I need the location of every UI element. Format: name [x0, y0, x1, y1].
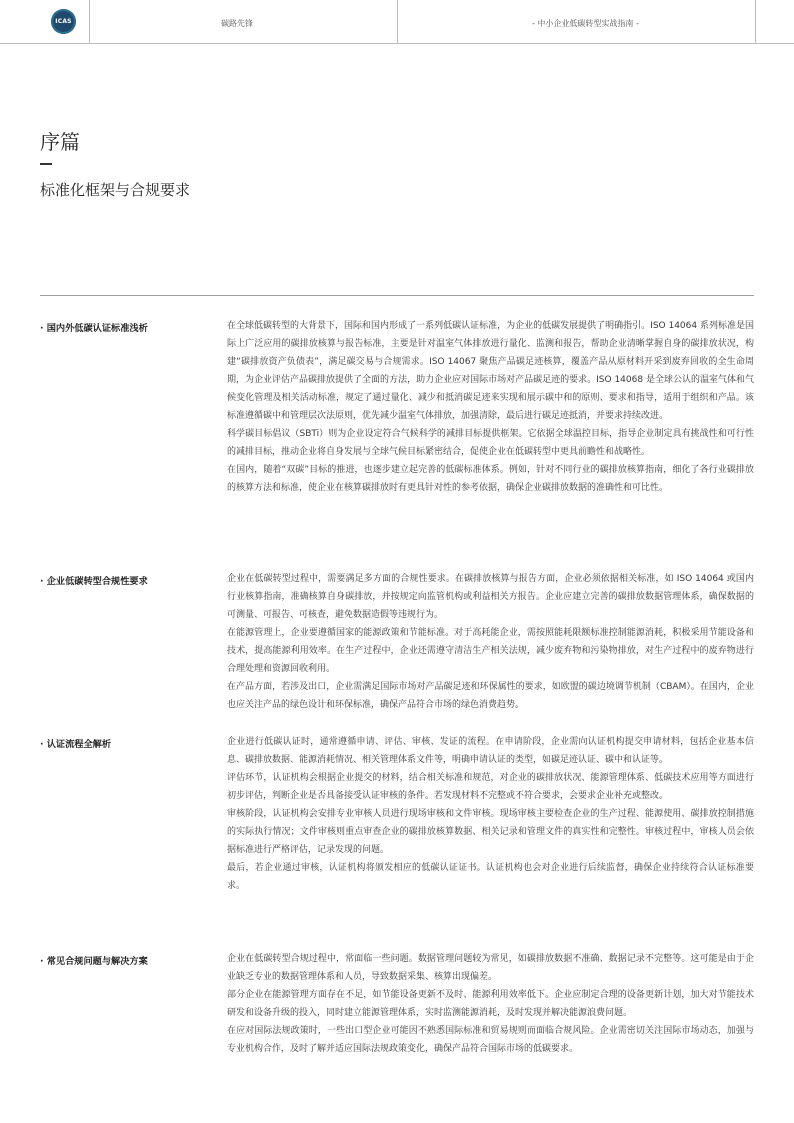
section-heading: · 常见合规问题与解决方案	[40, 956, 148, 967]
header-bottom-rule	[0, 43, 794, 44]
icas-logo: ICAS	[51, 9, 76, 34]
paragraph: 科学碳目标倡议（SBTi）则为企业设定符合气候科学的减排目标提供框架。它依据全球温控目标，指导企业制定具有挑战性和可行性的减排目标，推动企业将自身发展与全球气候目标紧密结合，促使企业在低碳转型中更具前瞻性和战略性。	[227, 429, 754, 457]
paragraph: 评估环节，认证机构会根据企业提交的材料，结合相关标准和规范，对企业的碳排放状况、能源管理体系、低碳技术应用等方面进行初步评估，判断企业是否具备接受认证审核的条件。若发现材料不完整或不符合要求，会要求企业补充或整改。	[227, 773, 754, 801]
section-body	[227, 950, 754, 1058]
section-body	[227, 733, 754, 895]
paragraph: 企业在低碳转型过程中，需要满足多方面的合规性要求。在碳排放核算与报告方面，企业必须依据相关标准，如 ISO 14064 或国内行业核算指南，准确核算自身碳排放，并按规定向监管机构或利益相关方报告。企业应建立完善的碳排放数据管理体系，确保数据的可测量、可报告、可核查，避免数据造假等违规行为。	[227, 574, 754, 620]
paragraph: 企业在低碳转型合规过程中，常面临一些问题。数据管理问题较为常见，如碳排放数据不准确、数据记录不完整等。这可能是由于企业缺乏专业的数据管理体系和人员，导致数据采集、核算出现偏差。	[227, 954, 754, 982]
section-heading: · 企业低碳转型合规性要求	[40, 576, 148, 587]
page-subtitle: 标准化框架与合规要求	[40, 181, 191, 199]
paragraph: 企业进行低碳认证时，通常遵循申请、评估、审核、发证的流程。在申请阶段，企业需向认证机构提交申请材料，包括企业基本信息、碳排放数据、能源消耗情况、相关管理体系文件等，明确申请认证的类型，如碳足迹认证、碳中和认证等。	[227, 737, 754, 765]
paragraph: 在国内，随着“双碳”目标的推进，也逐步建立起完善的低碳标准体系。例如，针对不同行业的碳排放核算指南，细化了各行业碳排放的核算方法和标准，使企业在核算碳排放时有更具针对性的参考依据，确保企业碳排放数据的准确性和可比性。	[227, 465, 754, 493]
paragraph: 在能源管理上，企业要遵循国家的能源政策和节能标准。对于高耗能企业，需按照能耗限额标准控制能源消耗，积极采用节能设备和技术，提高能源利用效率。在生产过程中，企业还需遵守清洁生产相关法规，减少废弃物和污染物排放，对生产过程中的废弃物进行合理处理和资源回收利用。	[227, 628, 754, 674]
paragraph: 在全球低碳转型的大背景下，国际和国内形成了一系列低碳认证标准，为企业的低碳发展提供了明确指引。ISO 14064 系列标准是国际上广泛应用的碳排放核算与报告标准，主要是针对温室气体排放进行量化、监测和报告，帮助企业清晰掌握自身的碳排放状况，构建“碳排放资产负债表”，满足碳交易与合规需求。ISO 14067 聚焦产品碳足迹核算，覆盖产品从原材料开采到废弃回收的全生命周期，为企业评估产品碳排放提供了全面的方法，助力企业应对国际市场对产品碳足迹的要求。ISO 14068 是全球公认的温室气体和气候变化管理及相关活动标准，规定了通过量化、减少和抵消碳足迹来实现和展示碳中和的原则、要求和指导，适用于组织和产品。该标准遵循碳中和管理层次法原则，优先减少温室气体排放，加强清除，最后进行碳足迹抵消，并要求持续改进。	[227, 321, 754, 421]
section-heading: · 国内外低碳认证标准浅析	[40, 323, 148, 334]
paragraph: 最后，若企业通过审核，认证机构将颁发相应的低碳认证证书。认证机构也会对企业进行后续监督，确保企业持续符合认证标准要求。	[227, 863, 754, 891]
header-divider	[755, 0, 756, 44]
paragraph: 在应对国际法规政策时，一些出口型企业可能因不熟悉国际标准和贸易规则而面临合规风险。企业需密切关注国际市场动态，加强与专业机构合作，及时了解并适应国际法规政策变化，确保产品符合国际市场的低碳要求。	[227, 1026, 754, 1054]
page-title: 序篇	[40, 130, 80, 154]
paragraph: 审核阶段，认证机构会安排专业审核人员进行现场审核和文件审核。现场审核主要检查企业的生产过程、能源使用、碳排放控制措施的实际执行情况；文件审核则重点审查企业的碳排放核算数据、相关记录和管理文件的真实性和完整性。审核过程中，审核人员会依据标准进行严格评估，记录发现的问题。	[227, 809, 754, 855]
section-heading: · 认证流程全解析	[40, 739, 112, 750]
header-brand: 碳路先锋	[221, 19, 253, 28]
header-divider	[397, 0, 398, 44]
title-dash	[40, 163, 52, 165]
paragraph: 部分企业在能源管理方面存在不足，如节能设备更新不及时、能源利用效率低下。企业应制定合理的设备更新计划，加大对节能技术研发和设备升级的投入，同时建立能源管理体系，实时监测能源消耗，及时发现并解决能源浪费问题。	[227, 990, 754, 1018]
header-divider	[89, 0, 90, 44]
paragraph: 在产品方面，若涉及出口，企业需满足国际市场对产品碳足迹和环保属性的要求，如欧盟的碳边境调节机制（CBAM）。在国内，企业也应关注产品的绿色设计和环保标准，确保产品符合市场的绿色消费趋势。	[227, 682, 754, 710]
header-guide-title: - 中小企业低碳转型实战指南 -	[532, 19, 639, 28]
section-body	[227, 317, 754, 497]
section-body	[227, 570, 754, 714]
page-header	[0, 0, 794, 44]
section-divider	[40, 295, 754, 296]
